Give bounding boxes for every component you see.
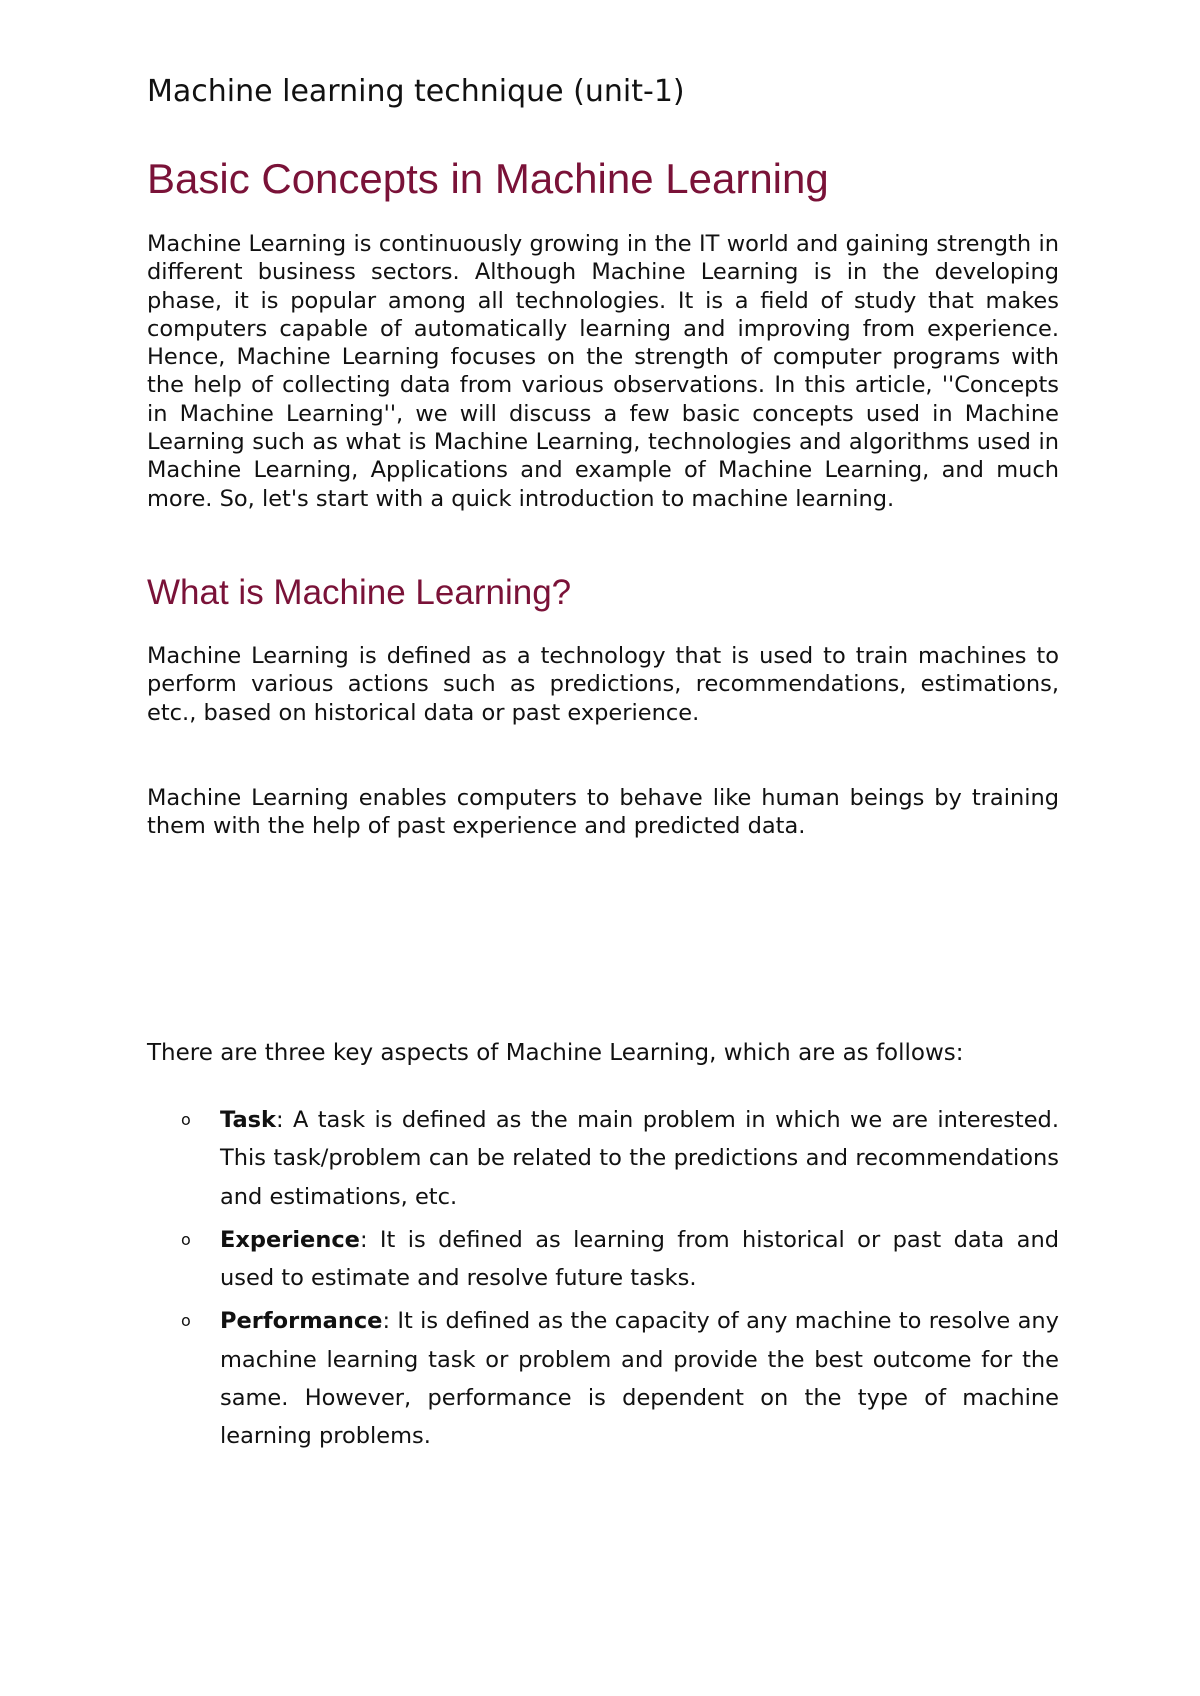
enables-paragraph: Machine Learning enables computers to behave like human beings by training them with the help of past experience and predicted data. <box>147 785 1059 840</box>
document-header: Machine learning technique (unit-1) <box>147 74 685 109</box>
bullet-icon: o <box>181 1311 191 1331</box>
bullet-icon: o <box>181 1229 191 1249</box>
aspect-term: Task <box>220 1107 276 1133</box>
aspect-description: : It is defined as learning from historical or past data and used to estimate and resolve future tasks. <box>220 1226 1059 1292</box>
heading-basic-concepts: Basic Concepts in Machine Learning <box>147 155 829 202</box>
aspects-intro-paragraph: There are three key aspects of Machine Learning, which are as follows: <box>147 1040 964 1066</box>
bullet-icon: o <box>181 1110 191 1129</box>
aspect-description: : It is defined as the capacity of any machine to resolve any machine learning task or problem and provide the best outcome for the same. However, performance is dependent on the type of machine learning problems. <box>220 1308 1059 1450</box>
heading-what-is-ml: What is Machine Learning? <box>147 573 572 612</box>
aspect-item-experience <box>147 1221 1059 1298</box>
aspect-item-performance <box>147 1302 1059 1455</box>
aspect-term: Experience <box>220 1226 360 1253</box>
aspect-item-task <box>147 1101 1059 1216</box>
aspect-term: Performance <box>220 1308 383 1335</box>
document-page <box>147 0 1059 1696</box>
intro-paragraph: Machine Learning is continuously growing in the IT world and gaining strength in different business sectors. Although Machine Learning is in the developing phase, it is popular among all technologies. It is a field of study that makes computers capable of automatically learning and improving from experience. Hence, Machine Learning focuses on the strength of computer programs with the help of collecting data from various observations. In this article, ''Concepts in Machine Learning'', we will discuss a few basic concepts used in Machine Learning such as what is Machine Learning, technologies and algorithms used in Machine Learning, Applications and example of Machine Learning, and much more. So, let's start with a quick introduction to machine learning. <box>147 231 1059 512</box>
definition-paragraph: Machine Learning is defined as a technology that is used to train machines to perform various actions such as predictions, recommendations, estimations, etc., based on historical data or past experience. <box>147 643 1059 726</box>
aspects-list <box>147 1101 1059 1461</box>
aspect-description: : A task is defined as the main problem in which we are interested. This task/problem can be related to the predictions and recommendations and estimations, etc. <box>220 1107 1059 1210</box>
